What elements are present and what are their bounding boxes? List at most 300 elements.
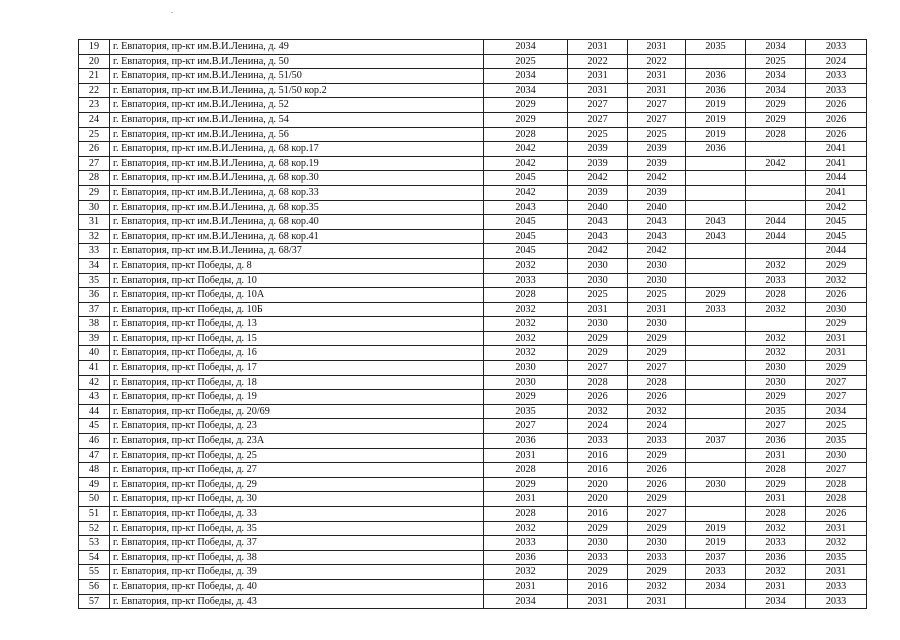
row-number-cell: 44 [79, 404, 110, 419]
year-cell-2: 2043 [568, 215, 628, 230]
table-row [79, 273, 867, 288]
address-cell: г. Евпатория, пр-кт им.В.И.Ленина, д. 54 [110, 112, 484, 127]
year-cell-6: 2026 [806, 288, 867, 303]
table-container [78, 39, 866, 609]
year-cell-2: 2033 [568, 550, 628, 565]
year-cell-1: 2028 [484, 507, 568, 522]
table-row [79, 594, 867, 609]
year-cell-4: 2035 [686, 40, 746, 55]
year-cell-2: 2030 [568, 317, 628, 332]
year-cell-1: 2029 [484, 98, 568, 113]
address-cell: г. Евпатория, пр-кт Победы, д. 37 [110, 536, 484, 551]
year-cell-3: 2027 [628, 507, 686, 522]
year-cell-1: 2042 [484, 156, 568, 171]
year-cell-5: 2029 [746, 98, 806, 113]
year-cell-3: 2030 [628, 273, 686, 288]
address-cell: г. Евпатория, пр-кт Победы, д. 8 [110, 258, 484, 273]
address-cell: г. Евпатория, пр-кт Победы, д. 40 [110, 579, 484, 594]
year-cell-3: 2026 [628, 477, 686, 492]
address-cell: г. Евпатория, пр-кт им.В.И.Ленина, д. 49 [110, 40, 484, 55]
table-row [79, 171, 867, 186]
year-cell-1: 2042 [484, 185, 568, 200]
year-cell-6: 2026 [806, 112, 867, 127]
year-cell-6: 2031 [806, 346, 867, 361]
year-cell-1: 2034 [484, 69, 568, 84]
year-cell-4 [686, 507, 746, 522]
year-cell-3: 2027 [628, 361, 686, 376]
year-cell-1: 2043 [484, 200, 568, 215]
year-cell-4 [686, 390, 746, 405]
year-cell-3: 2042 [628, 244, 686, 259]
year-cell-3: 2042 [628, 171, 686, 186]
year-cell-4 [686, 54, 746, 69]
year-cell-6: 2035 [806, 550, 867, 565]
year-cell-5 [746, 317, 806, 332]
row-number-cell: 36 [79, 288, 110, 303]
year-cell-1: 2032 [484, 331, 568, 346]
year-cell-3: 2022 [628, 54, 686, 69]
year-cell-2: 2016 [568, 507, 628, 522]
year-cell-6: 2033 [806, 83, 867, 98]
year-cell-2: 2029 [568, 565, 628, 580]
year-cell-4: 2019 [686, 521, 746, 536]
year-cell-5: 2030 [746, 375, 806, 390]
row-number-cell: 30 [79, 200, 110, 215]
year-cell-1: 2045 [484, 171, 568, 186]
year-cell-4: 2019 [686, 536, 746, 551]
year-cell-4: 2036 [686, 142, 746, 157]
year-cell-6: 2032 [806, 536, 867, 551]
year-cell-3: 2031 [628, 40, 686, 55]
year-cell-4 [686, 492, 746, 507]
year-cell-2: 2030 [568, 273, 628, 288]
address-cell: г. Евпатория, пр-кт им.В.И.Ленина, д. 50 [110, 54, 484, 69]
year-cell-6: 2028 [806, 477, 867, 492]
year-cell-2: 2025 [568, 288, 628, 303]
year-cell-3: 2025 [628, 127, 686, 142]
year-cell-5: 2029 [746, 112, 806, 127]
year-cell-6: 2033 [806, 40, 867, 55]
year-cell-6: 2044 [806, 244, 867, 259]
year-cell-2: 2031 [568, 302, 628, 317]
year-cell-5: 2033 [746, 273, 806, 288]
table-row [79, 258, 867, 273]
year-cell-6: 2024 [806, 54, 867, 69]
address-cell: г. Евпатория, пр-кт им.В.И.Ленина, д. 51/50 кор.2 [110, 83, 484, 98]
row-number-cell: 40 [79, 346, 110, 361]
table-row [79, 375, 867, 390]
year-cell-5: 2028 [746, 463, 806, 478]
row-number-cell: 55 [79, 565, 110, 580]
address-cell: г. Евпатория, пр-кт Победы, д. 19 [110, 390, 484, 405]
address-cell: г. Евпатория, пр-кт им.В.И.Ленина, д. 68 кор.33 [110, 185, 484, 200]
year-cell-6: 2045 [806, 229, 867, 244]
year-cell-2: 2040 [568, 200, 628, 215]
year-cell-5: 2032 [746, 258, 806, 273]
year-cell-5 [746, 171, 806, 186]
table-body [79, 40, 867, 609]
table-row [79, 54, 867, 69]
table-row [79, 200, 867, 215]
year-cell-2: 2030 [568, 536, 628, 551]
year-cell-5: 2044 [746, 229, 806, 244]
address-cell: г. Евпатория, пр-кт Победы, д. 43 [110, 594, 484, 609]
year-cell-3: 2030 [628, 536, 686, 551]
year-cell-6: 2025 [806, 419, 867, 434]
year-cell-3: 2031 [628, 594, 686, 609]
year-cell-1: 2025 [484, 54, 568, 69]
address-cell: г. Евпатория, пр-кт Победы, д. 13 [110, 317, 484, 332]
row-number-cell: 22 [79, 83, 110, 98]
year-cell-3: 2029 [628, 521, 686, 536]
year-cell-5: 2029 [746, 390, 806, 405]
year-cell-3: 2029 [628, 448, 686, 463]
year-cell-5: 2031 [746, 579, 806, 594]
address-cell: г. Евпатория, пр-кт Победы, д. 17 [110, 361, 484, 376]
year-cell-5 [746, 185, 806, 200]
year-cell-6: 2026 [806, 127, 867, 142]
row-number-cell: 35 [79, 273, 110, 288]
schedule-table [78, 39, 867, 609]
year-cell-2: 2032 [568, 404, 628, 419]
year-cell-6: 2031 [806, 565, 867, 580]
table-row [79, 317, 867, 332]
address-cell: г. Евпатория, пр-кт им.В.И.Ленина, д. 68 кор.17 [110, 142, 484, 157]
address-cell: г. Евпатория, пр-кт Победы, д. 10Б [110, 302, 484, 317]
year-cell-1: 2028 [484, 127, 568, 142]
year-cell-6: 2044 [806, 171, 867, 186]
year-cell-3: 2039 [628, 156, 686, 171]
year-cell-6: 2028 [806, 492, 867, 507]
year-cell-3: 2043 [628, 215, 686, 230]
year-cell-5: 2035 [746, 404, 806, 419]
row-number-cell: 43 [79, 390, 110, 405]
year-cell-2: 2029 [568, 521, 628, 536]
year-cell-3: 2030 [628, 317, 686, 332]
year-cell-2: 2016 [568, 579, 628, 594]
row-number-cell: 31 [79, 215, 110, 230]
year-cell-1: 2032 [484, 258, 568, 273]
year-cell-2: 2039 [568, 185, 628, 200]
year-cell-1: 2045 [484, 244, 568, 259]
year-cell-1: 2030 [484, 361, 568, 376]
year-cell-4 [686, 448, 746, 463]
year-cell-3: 2025 [628, 288, 686, 303]
year-cell-6: 2033 [806, 594, 867, 609]
year-cell-3: 2027 [628, 112, 686, 127]
year-cell-3: 2029 [628, 346, 686, 361]
table-row [79, 302, 867, 317]
year-cell-2: 2020 [568, 492, 628, 507]
year-cell-3: 2039 [628, 185, 686, 200]
year-cell-3: 2031 [628, 302, 686, 317]
table-row [79, 404, 867, 419]
row-number-cell: 27 [79, 156, 110, 171]
year-cell-4: 2019 [686, 127, 746, 142]
year-cell-6: 2027 [806, 375, 867, 390]
row-number-cell: 26 [79, 142, 110, 157]
row-number-cell: 37 [79, 302, 110, 317]
row-number-cell: 33 [79, 244, 110, 259]
year-cell-3: 2043 [628, 229, 686, 244]
row-number-cell: 48 [79, 463, 110, 478]
year-cell-1: 2029 [484, 390, 568, 405]
address-cell: г. Евпатория, пр-кт Победы, д. 15 [110, 331, 484, 346]
address-cell: г. Евпатория, пр-кт Победы, д. 10А [110, 288, 484, 303]
year-cell-4: 2037 [686, 434, 746, 449]
year-cell-1: 2034 [484, 40, 568, 55]
year-cell-1: 2032 [484, 346, 568, 361]
year-cell-2: 2033 [568, 434, 628, 449]
year-cell-3: 2040 [628, 200, 686, 215]
year-cell-4 [686, 171, 746, 186]
year-cell-6: 2033 [806, 579, 867, 594]
year-cell-1: 2033 [484, 273, 568, 288]
year-cell-6: 2031 [806, 521, 867, 536]
year-cell-5: 2028 [746, 507, 806, 522]
year-cell-6: 2029 [806, 258, 867, 273]
address-cell: г. Евпатория, пр-кт Победы, д. 27 [110, 463, 484, 478]
year-cell-4 [686, 331, 746, 346]
year-cell-4: 2036 [686, 83, 746, 98]
year-cell-4: 2033 [686, 565, 746, 580]
year-cell-1: 2031 [484, 492, 568, 507]
year-cell-3: 2033 [628, 550, 686, 565]
table-row [79, 331, 867, 346]
scan-speck [171, 12, 173, 13]
year-cell-5: 2044 [746, 215, 806, 230]
year-cell-5: 2036 [746, 550, 806, 565]
year-cell-3: 2024 [628, 419, 686, 434]
address-cell: г. Евпатория, пр-кт им.В.И.Ленина, д. 52 [110, 98, 484, 113]
year-cell-4 [686, 244, 746, 259]
year-cell-4 [686, 594, 746, 609]
year-cell-5: 2031 [746, 492, 806, 507]
year-cell-5: 2033 [746, 536, 806, 551]
year-cell-6: 2027 [806, 463, 867, 478]
table-row [79, 419, 867, 434]
year-cell-3: 2033 [628, 434, 686, 449]
address-cell: г. Евпатория, пр-кт им.В.И.Ленина, д. 68/37 [110, 244, 484, 259]
year-cell-4 [686, 419, 746, 434]
table-row [79, 434, 867, 449]
year-cell-4: 2030 [686, 477, 746, 492]
year-cell-6: 2032 [806, 273, 867, 288]
year-cell-5: 2028 [746, 127, 806, 142]
year-cell-2: 2031 [568, 69, 628, 84]
year-cell-1: 2028 [484, 288, 568, 303]
year-cell-6: 2034 [806, 404, 867, 419]
row-number-cell: 20 [79, 54, 110, 69]
row-number-cell: 23 [79, 98, 110, 113]
year-cell-1: 2042 [484, 142, 568, 157]
row-number-cell: 28 [79, 171, 110, 186]
row-number-cell: 21 [79, 69, 110, 84]
year-cell-5: 2034 [746, 40, 806, 55]
year-cell-6: 2041 [806, 156, 867, 171]
year-cell-1: 2036 [484, 434, 568, 449]
address-cell: г. Евпатория, пр-кт Победы, д. 20/69 [110, 404, 484, 419]
address-cell: г. Евпатория, пр-кт им.В.И.Ленина, д. 51/50 [110, 69, 484, 84]
year-cell-4 [686, 463, 746, 478]
table-row [79, 40, 867, 55]
row-number-cell: 29 [79, 185, 110, 200]
row-number-cell: 47 [79, 448, 110, 463]
year-cell-2: 2043 [568, 229, 628, 244]
row-number-cell: 25 [79, 127, 110, 142]
year-cell-4 [686, 404, 746, 419]
year-cell-5: 2031 [746, 448, 806, 463]
year-cell-2: 2025 [568, 127, 628, 142]
year-cell-5: 2027 [746, 419, 806, 434]
year-cell-2: 2027 [568, 112, 628, 127]
year-cell-6: 2035 [806, 434, 867, 449]
year-cell-5 [746, 244, 806, 259]
table-row [79, 507, 867, 522]
table-row [79, 83, 867, 98]
year-cell-5: 2028 [746, 288, 806, 303]
year-cell-5: 2032 [746, 331, 806, 346]
year-cell-6: 2029 [806, 317, 867, 332]
year-cell-2: 2027 [568, 361, 628, 376]
year-cell-4 [686, 273, 746, 288]
year-cell-4 [686, 317, 746, 332]
year-cell-3: 2029 [628, 492, 686, 507]
year-cell-4: 2043 [686, 229, 746, 244]
year-cell-1: 2045 [484, 215, 568, 230]
year-cell-6: 2031 [806, 331, 867, 346]
year-cell-6: 2027 [806, 390, 867, 405]
table-row [79, 229, 867, 244]
year-cell-4: 2036 [686, 69, 746, 84]
year-cell-3: 2030 [628, 258, 686, 273]
year-cell-3: 2032 [628, 404, 686, 419]
table-row [79, 361, 867, 376]
year-cell-4 [686, 200, 746, 215]
row-number-cell: 52 [79, 521, 110, 536]
year-cell-2: 2028 [568, 375, 628, 390]
year-cell-5: 2034 [746, 594, 806, 609]
year-cell-1: 2028 [484, 463, 568, 478]
year-cell-4: 2033 [686, 302, 746, 317]
row-number-cell: 32 [79, 229, 110, 244]
year-cell-5: 2030 [746, 361, 806, 376]
table-row [79, 185, 867, 200]
year-cell-3: 2029 [628, 331, 686, 346]
table-row [79, 492, 867, 507]
address-cell: г. Евпатория, пр-кт Победы, д. 38 [110, 550, 484, 565]
row-number-cell: 46 [79, 434, 110, 449]
row-number-cell: 19 [79, 40, 110, 55]
year-cell-1: 2035 [484, 404, 568, 419]
year-cell-6: 2033 [806, 69, 867, 84]
year-cell-1: 2034 [484, 594, 568, 609]
year-cell-5: 2032 [746, 565, 806, 580]
year-cell-1: 2032 [484, 565, 568, 580]
table-row [79, 215, 867, 230]
table-row [79, 448, 867, 463]
year-cell-4: 2019 [686, 98, 746, 113]
address-cell: г. Евпатория, пр-кт им.В.И.Ленина, д. 68 кор.30 [110, 171, 484, 186]
table-row [79, 69, 867, 84]
table-row [79, 112, 867, 127]
year-cell-6: 2029 [806, 361, 867, 376]
table-row [79, 463, 867, 478]
address-cell: г. Евпатория, пр-кт Победы, д. 18 [110, 375, 484, 390]
table-row [79, 477, 867, 492]
year-cell-1: 2032 [484, 521, 568, 536]
year-cell-2: 2016 [568, 448, 628, 463]
table-row [79, 98, 867, 113]
address-cell: г. Евпатория, пр-кт им.В.И.Ленина, д. 68 кор.41 [110, 229, 484, 244]
year-cell-5: 2029 [746, 477, 806, 492]
year-cell-4: 2034 [686, 579, 746, 594]
year-cell-5 [746, 142, 806, 157]
address-cell: г. Евпатория, пр-кт Победы, д. 10 [110, 273, 484, 288]
table-row [79, 521, 867, 536]
year-cell-2: 2026 [568, 390, 628, 405]
row-number-cell: 24 [79, 112, 110, 127]
year-cell-5: 2032 [746, 302, 806, 317]
year-cell-3: 2039 [628, 142, 686, 157]
address-cell: г. Евпатория, пр-кт им.В.И.Ленина, д. 68 кор.35 [110, 200, 484, 215]
address-cell: г. Евпатория, пр-кт Победы, д. 16 [110, 346, 484, 361]
year-cell-2: 2016 [568, 463, 628, 478]
year-cell-2: 2039 [568, 142, 628, 157]
year-cell-1: 2032 [484, 317, 568, 332]
year-cell-2: 2024 [568, 419, 628, 434]
table-row [79, 127, 867, 142]
table-row [79, 156, 867, 171]
year-cell-6: 2026 [806, 98, 867, 113]
year-cell-1: 2027 [484, 419, 568, 434]
row-number-cell: 57 [79, 594, 110, 609]
table-row [79, 565, 867, 580]
year-cell-1: 2045 [484, 229, 568, 244]
year-cell-4 [686, 375, 746, 390]
year-cell-6: 2030 [806, 448, 867, 463]
table-row [79, 550, 867, 565]
row-number-cell: 39 [79, 331, 110, 346]
table-row [79, 346, 867, 361]
address-cell: г. Евпатория, пр-кт Победы, д. 39 [110, 565, 484, 580]
year-cell-4: 2019 [686, 112, 746, 127]
year-cell-3: 2029 [628, 565, 686, 580]
row-number-cell: 51 [79, 507, 110, 522]
table-row [79, 244, 867, 259]
year-cell-6: 2041 [806, 142, 867, 157]
year-cell-3: 2028 [628, 375, 686, 390]
row-number-cell: 38 [79, 317, 110, 332]
year-cell-1: 2032 [484, 302, 568, 317]
row-number-cell: 56 [79, 579, 110, 594]
year-cell-1: 2031 [484, 448, 568, 463]
year-cell-2: 2039 [568, 156, 628, 171]
year-cell-4: 2029 [686, 288, 746, 303]
year-cell-2: 2029 [568, 331, 628, 346]
table-row [79, 288, 867, 303]
year-cell-2: 2029 [568, 346, 628, 361]
year-cell-4 [686, 346, 746, 361]
year-cell-2: 2020 [568, 477, 628, 492]
row-number-cell: 42 [79, 375, 110, 390]
year-cell-5: 2025 [746, 54, 806, 69]
table-row [79, 390, 867, 405]
address-cell: г. Евпатория, пр-кт Победы, д. 30 [110, 492, 484, 507]
address-cell: г. Евпатория, пр-кт Победы, д. 25 [110, 448, 484, 463]
year-cell-1: 2030 [484, 375, 568, 390]
row-number-cell: 45 [79, 419, 110, 434]
